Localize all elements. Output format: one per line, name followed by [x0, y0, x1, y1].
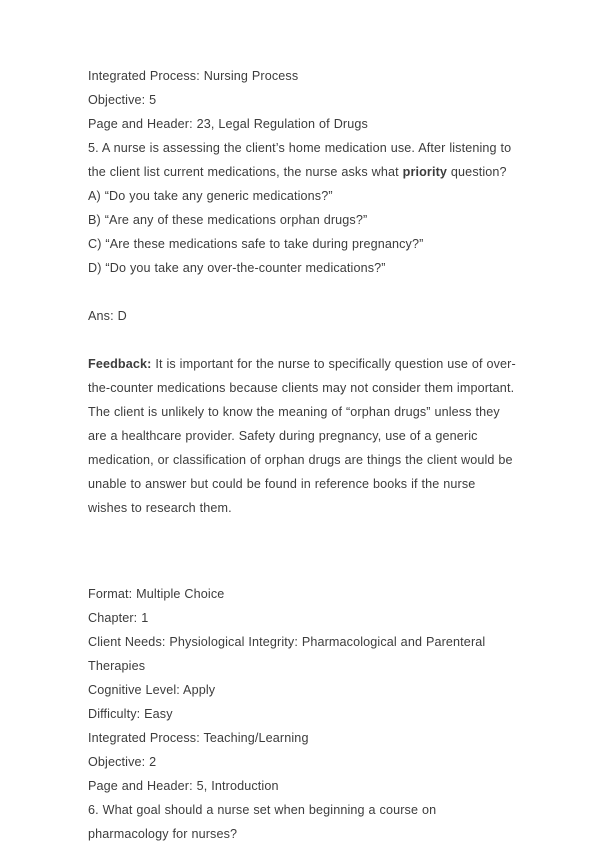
meta-line-integrated-process-2: Integrated Process: Teaching/Learning	[88, 731, 309, 745]
meta-line-chapter: Chapter: 1	[88, 611, 149, 625]
question-5-stem-emphasis: priority	[402, 165, 448, 179]
spacer-between-questions	[88, 520, 516, 582]
document-content	[88, 64, 516, 846]
meta-line-difficulty: Difficulty: Easy	[88, 707, 173, 721]
question-5-feedback	[88, 352, 516, 520]
option-d: D) “Do you take any over-the-counter medications?”	[88, 261, 386, 275]
question-5-meta-block	[88, 64, 516, 136]
question-5-answer: Ans: D	[88, 309, 127, 323]
question-5-stem-part-1: 5. A nurse is assessing the client’s home medication use. After listening to the client list current medications, the nurse asks what	[88, 141, 516, 179]
meta-line-format: Format: Multiple Choice	[88, 587, 225, 601]
option-b: B) “Are any of these medications orphan drugs?”	[88, 213, 368, 227]
feedback-text: It is important for the nurse to specifically question use of over-the-counter medications because clients may not consider them important. The client is unlikely to know the meaning of “orphan drugs” unless they are a healthcare provider. Safety during pregnancy, use of a generic medication, or classification of orphan drugs are things the client would be unable to answer but could be found in reference books if the nurse wishes to research them.	[88, 357, 518, 515]
feedback-label: Feedback:	[88, 357, 152, 371]
meta-line-objective-2: Objective: 2	[88, 755, 157, 769]
meta-line-page-and-header-2: Page and Header: 5, Introduction	[88, 779, 279, 793]
option-c: C) “Are these medications safe to take during pregnancy?”	[88, 237, 424, 251]
question-6-stem: 6. What goal should a nurse set when beginning a course on pharmacology for nurses?	[88, 803, 441, 841]
spacer-before-feedback	[88, 328, 516, 352]
meta-line-integrated-process: Integrated Process: Nursing Process	[88, 69, 299, 83]
meta-line-page-and-header: Page and Header: 23, Legal Regulation of Drugs	[88, 117, 368, 131]
question-5-stem	[88, 136, 516, 184]
question-5-stem-part-2: question?	[447, 165, 507, 179]
question-6-meta-block	[88, 582, 516, 798]
meta-line-objective: Objective: 5	[88, 93, 157, 107]
option-a: A) “Do you take any generic medications?”	[88, 189, 333, 203]
meta-line-cognitive-level: Cognitive Level: Apply	[88, 683, 216, 697]
meta-line-client-needs: Client Needs: Physiological Integrity: Pharmacological and Parenteral Therapies	[88, 635, 489, 673]
question-5-options	[88, 184, 516, 280]
spacer-before-answer	[88, 280, 516, 304]
